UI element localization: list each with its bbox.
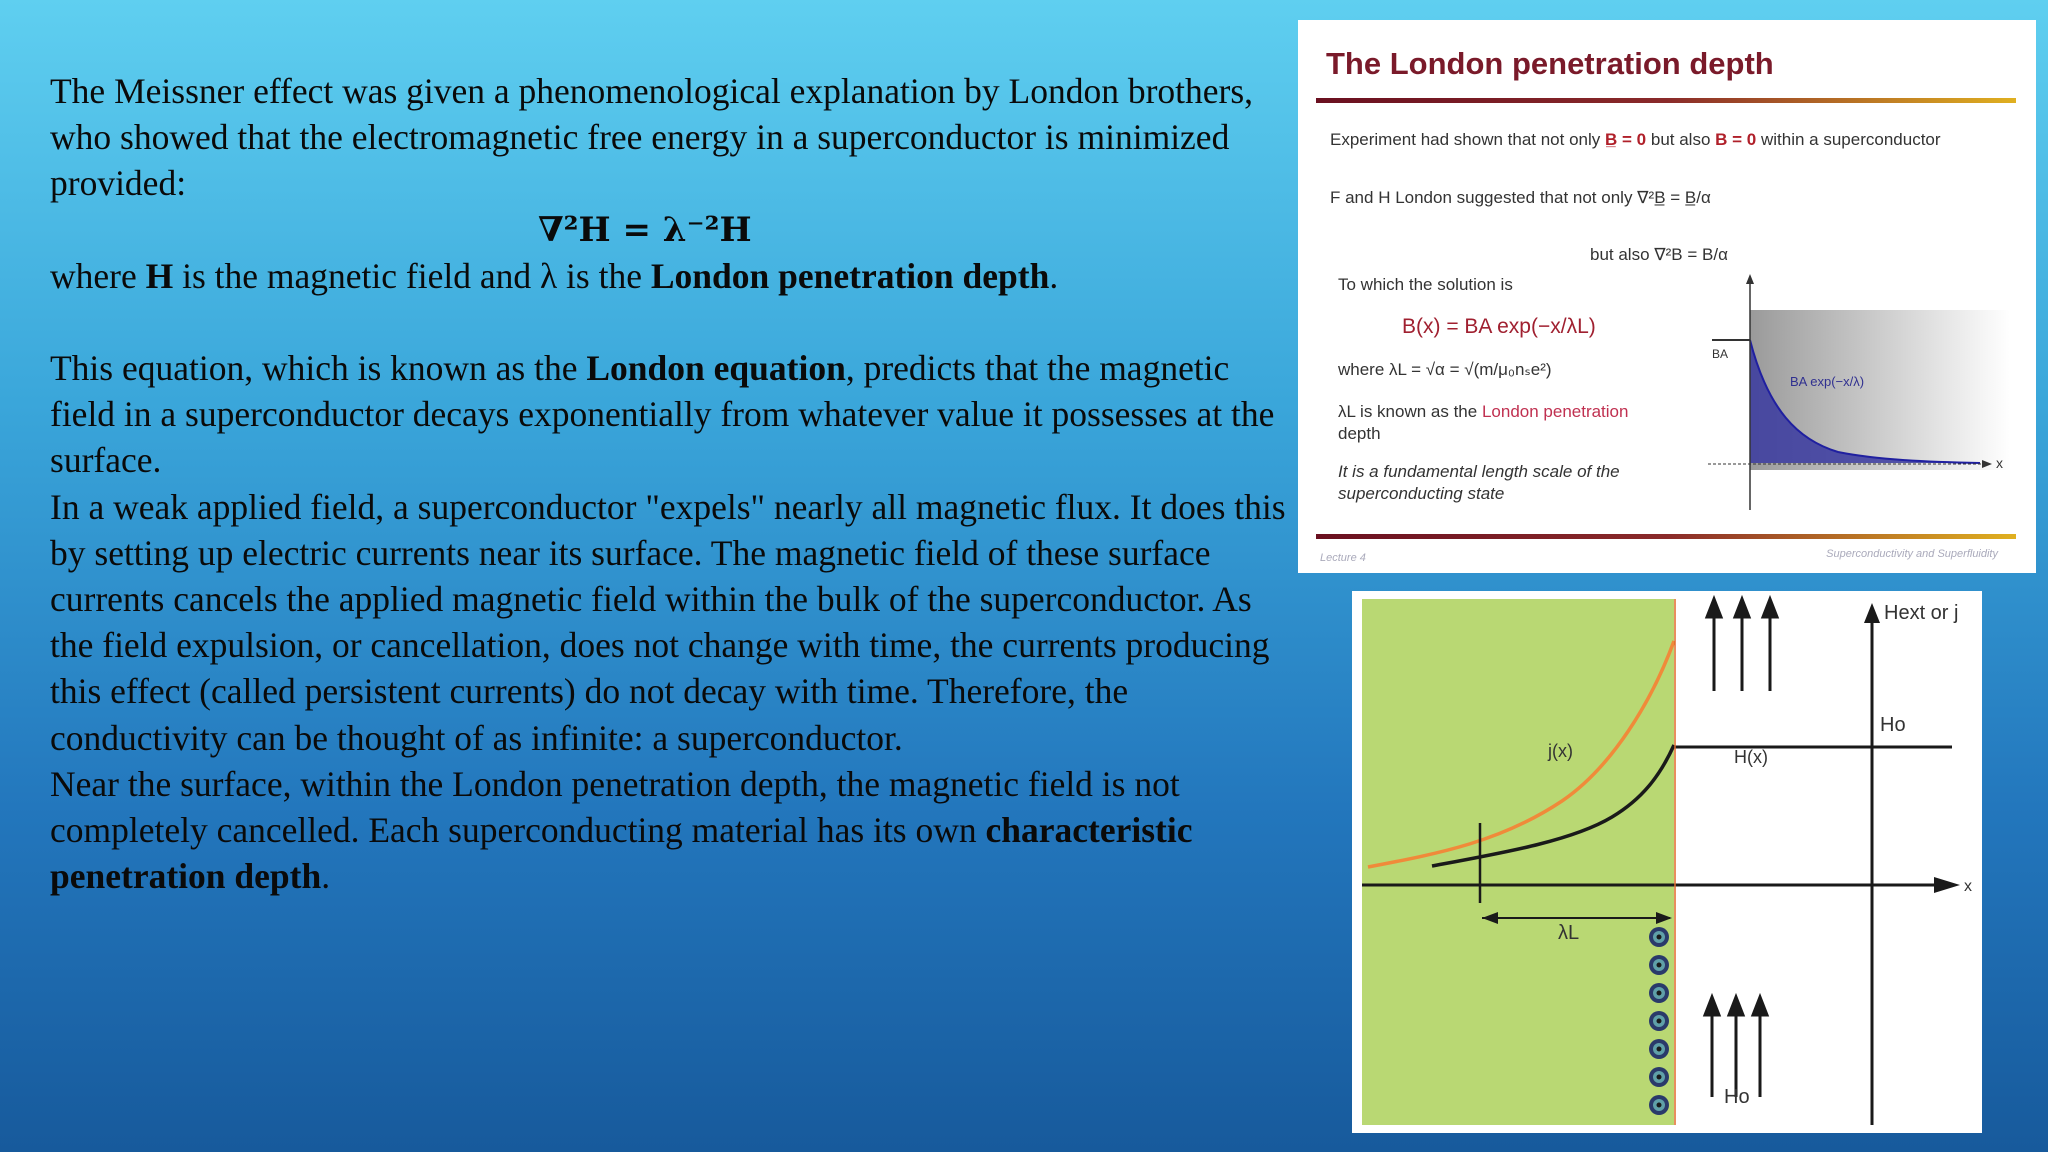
slide-text: Experiment had shown that not only [1330,130,1601,149]
decay-graph [1698,270,2028,520]
text-segment: is the magnetic field and λ is the [173,255,651,296]
slide-text: within a superconductor [1760,130,1941,149]
label-jx: j(x) [1548,741,1573,761]
label-hx: H(x) [1734,747,1768,767]
text-bold-london-equation: London equation [586,348,846,389]
text-segment: . [321,856,331,897]
label-lambda: λL [1558,922,1580,944]
text-segment: . [1049,255,1059,296]
label-h0-right: Ho [1880,714,1906,736]
slide-footer-left: Lecture 4 [1320,552,1366,564]
slide-title: The London penetration depth [1326,46,1774,81]
slide-text: λL is known as the [1338,402,1482,421]
slide-line-london-suggested: F and H London suggested that not only ∇²B̲ = B̲/α [1330,188,1711,207]
y-axis-arrow [1746,274,1754,284]
text-segment: where [50,255,146,296]
superconductor-region [1362,599,1674,1125]
text-bold-h: H [145,255,174,296]
paragraph-definition [50,253,1290,299]
slide-footer-right: Superconductivity and Superfluidity [1826,548,1998,560]
graph-label-ba: BA [1712,347,1729,361]
paragraph-intro: The Meissner effect was given a phenomenological explanation by London brothers, who showed that the electromagnetic free energy in a superconductor is minimized provided: [50,71,1254,204]
text-segment: Near the surface, within the London penetration depth, the magnetic field is not completely cancelled. Each superconducting material has its own [50,763,1180,851]
slide-text: but also [1650,130,1711,149]
label-x: x [1964,878,1972,895]
slide-line-depth: depth [1338,424,1381,443]
text-bold-penetration-depth: London penetration depth [650,255,1050,296]
diagram-y-arrow [1864,603,1880,623]
slide-line-bx: B(x) = BA exp(−x/λL) [1402,315,1596,338]
slide-line-solution: To which the solution is [1338,275,1513,294]
london-depth-slide [1298,20,2036,573]
text-segment: , predicts that the magnetic field in a superconductor decays exponentially from whatever value it possesses at the surface. [50,348,1275,481]
label-h0-bottom: Ho [1724,1086,1750,1108]
graph-label-x: x [1996,455,2003,471]
main-text [50,68,1290,899]
slide-line-known-as [1338,402,1628,422]
slide-bottom-rule [1316,534,2016,539]
paragraph-near-surface [50,761,1290,900]
slide-top-rule [1316,98,2016,103]
slide-text-pink: London penetration [1481,402,1629,421]
slide-line-where: where λL = √α = √(m/μ₀nₛe²) [1338,360,1552,379]
paragraph-gap [50,299,1290,345]
graph-label-curve: BA exp(−x/λ) [1790,374,1865,389]
text-bold-characteristic-depth: characteristic penetration depth [50,810,1193,897]
slide-line-but-also: but also ∇²B = B/α [1590,245,1728,264]
london-equation: ∇²H = λ⁻²H [538,209,752,250]
slide-text-red: B̲ = 0 [1605,130,1647,149]
applied-field-arrows-top [1707,599,1777,691]
paragraph-weak-field: In a weak applied field, a superconductor "expels" nearly all magnetic flux. It does this by setting up electric currents near its surface. The magnetic field of these surface currents cancels the applied magnetic field within the bulk of the superconductor. As the field expulsion, or cancellation, does not change with time, the currents producing this effect (called persistent currents) do not decay with time. Therefore, the conductivity can be thought of as infinite: a superconductor. [50,486,1286,758]
slide-line-fundamental: It is a fundamental length scale of the [1338,462,1620,481]
applied-field-arrows-bottom [1705,997,1767,1097]
slide-text-red: B = 0 [1715,130,1757,149]
text-segment: This equation, which is known as the [50,348,587,389]
field-current-diagram [1352,591,1982,1133]
slide-line-experiment [1330,130,1941,150]
paragraph-london-equation [50,345,1290,484]
diagram-x-arrow [1934,877,1960,893]
slide-line-state: superconducting state [1338,484,1505,503]
diagram-svg [1352,591,1982,1133]
label-hext: Hext or j [1884,602,1959,624]
